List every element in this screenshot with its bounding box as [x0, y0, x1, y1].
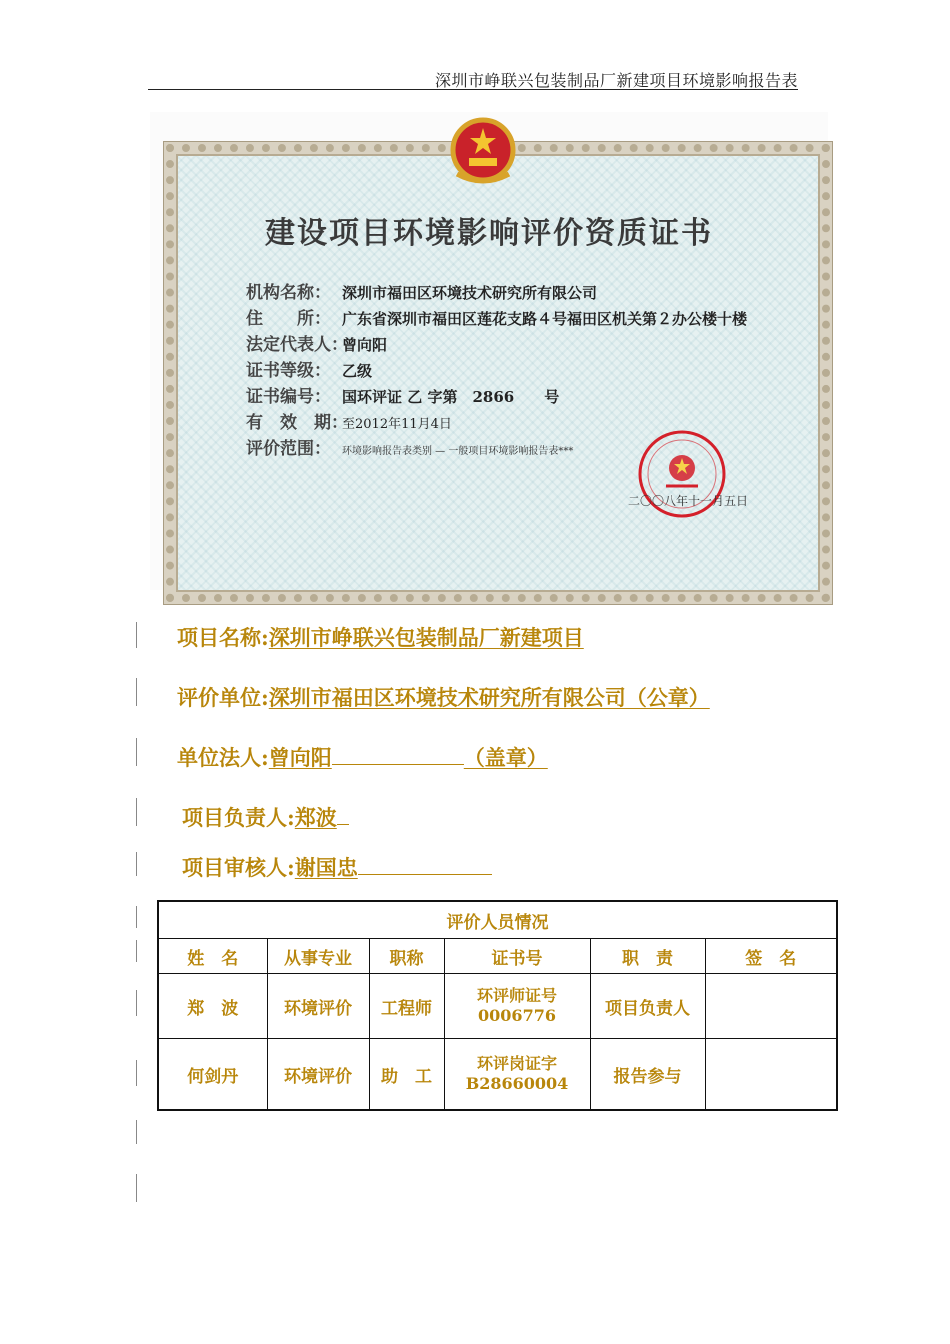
cert-type: 环评岗证字	[476, 1054, 557, 1073]
national-emblem-icon	[445, 114, 521, 188]
certificate-row-number	[246, 382, 559, 407]
margin-tick	[136, 940, 137, 962]
cert-label: 法定代表人：	[246, 335, 348, 355]
certificate-row-org	[246, 278, 597, 303]
margin-tick	[136, 678, 137, 706]
project-reviewer-line	[182, 852, 492, 882]
cert-label: 证书等级：	[246, 361, 331, 381]
cert-value: 乙级	[342, 362, 373, 380]
margin-tick	[136, 738, 137, 766]
cert-label: 机构名称：	[246, 283, 331, 303]
project-name-value: 深圳市峥联兴包装制品厂新建项目	[268, 625, 584, 650]
column-header-sign: 签 名	[705, 939, 837, 974]
signature-blank	[337, 806, 349, 825]
cert-label: 有 效 期：	[246, 413, 348, 433]
margin-tick	[136, 990, 137, 1016]
table-row	[158, 974, 837, 1039]
cert-label: 证书编号：	[246, 387, 331, 407]
project-leader-label: 项目负责人:	[182, 805, 295, 830]
evaluation-unit-label: 评价单位:	[177, 685, 269, 710]
project-reviewer-value: 谢国忠	[294, 855, 358, 880]
table-header-row	[158, 939, 837, 974]
cell-sign[interactable]	[705, 1039, 837, 1111]
margin-tick	[136, 1120, 137, 1144]
legal-stamp-note: （盖章）	[463, 745, 548, 770]
project-leader-value: 郑波	[294, 805, 337, 830]
legal-person-label: 单位法人:	[177, 745, 269, 770]
margin-tick	[136, 906, 137, 928]
cert-number: 0006776	[478, 1006, 556, 1025]
cert-label: 住 所：	[246, 309, 331, 329]
cell-cert	[444, 1039, 590, 1111]
evaluation-unit-value: 深圳市福田区环境技术研究所有限公司（公章）	[268, 685, 710, 710]
evaluation-staff-table	[157, 900, 838, 1111]
certificate-issue-date: 二〇〇八年十一月五日	[628, 494, 749, 508]
cert-value: 深圳市福田区环境技术研究所有限公司	[342, 284, 598, 302]
evaluation-unit-line	[177, 682, 710, 712]
cell-sign[interactable]	[705, 974, 837, 1039]
cell-title: 助 工	[369, 1039, 444, 1111]
project-name-label: 项目名称:	[177, 625, 269, 650]
cell-cert	[444, 974, 590, 1039]
cell-duty: 项目负责人	[590, 974, 705, 1039]
margin-tick	[136, 852, 137, 876]
column-header-cert: 证书号	[444, 939, 590, 974]
margin-tick	[136, 622, 137, 648]
certificate-row-legal	[246, 330, 387, 355]
cell-duty: 报告参与	[590, 1039, 705, 1111]
certificate-row-address	[246, 304, 747, 329]
certificate-title: 建设项目环境影响评价资质证书	[265, 216, 713, 251]
cert-number: B28660004	[465, 1074, 569, 1093]
cell-title: 工程师	[369, 974, 444, 1039]
certificate-row-grade	[246, 356, 372, 381]
legal-person-line	[177, 742, 548, 772]
margin-tick	[136, 1174, 137, 1202]
signature-blank	[332, 746, 464, 765]
cell-name: 何剑丹	[158, 1039, 267, 1111]
qualification-certificate	[150, 112, 828, 590]
cell-name: 郑 波	[158, 974, 267, 1039]
table-caption: 评价人员情况	[158, 901, 837, 939]
table-row	[158, 1039, 837, 1111]
cell-major: 环境评价	[267, 1039, 369, 1111]
cert-value: 至2012年11月4日	[342, 417, 452, 432]
project-name-line	[177, 622, 584, 652]
certificate-row-scope	[246, 434, 573, 459]
cert-value: 广东省深圳市福田区莲花支路４号福田区机关第２办公楼十楼	[342, 310, 748, 328]
signature-blank	[358, 856, 492, 875]
cell-major: 环境评价	[267, 974, 369, 1039]
cert-value: 曾向阳	[342, 336, 388, 354]
cert-value: 国环评证 乙 字第 2866 号	[342, 388, 560, 406]
project-leader-line	[182, 802, 349, 832]
margin-tick	[136, 1060, 137, 1086]
project-reviewer-label: 项目审核人:	[182, 855, 295, 880]
legal-person-value: 曾向阳	[268, 745, 332, 770]
column-header-name: 姓 名	[158, 939, 267, 974]
cert-type: 环评师证号	[476, 986, 557, 1005]
column-header-major: 从事专业	[267, 939, 369, 974]
table-caption-row	[158, 901, 837, 939]
column-header-duty: 职 责	[590, 939, 705, 974]
document-header-title: 深圳市峥联兴包装制品厂新建项目环境影响报告表	[434, 71, 798, 90]
cert-label: 评价范围：	[246, 439, 331, 459]
cert-value: 环境影响报告表类别 — 一般项目环境影响报告表***	[342, 446, 574, 457]
certificate-row-validity	[246, 408, 452, 433]
margin-tick	[136, 798, 137, 826]
header-divider	[148, 89, 798, 90]
column-header-title: 职称	[369, 939, 444, 974]
